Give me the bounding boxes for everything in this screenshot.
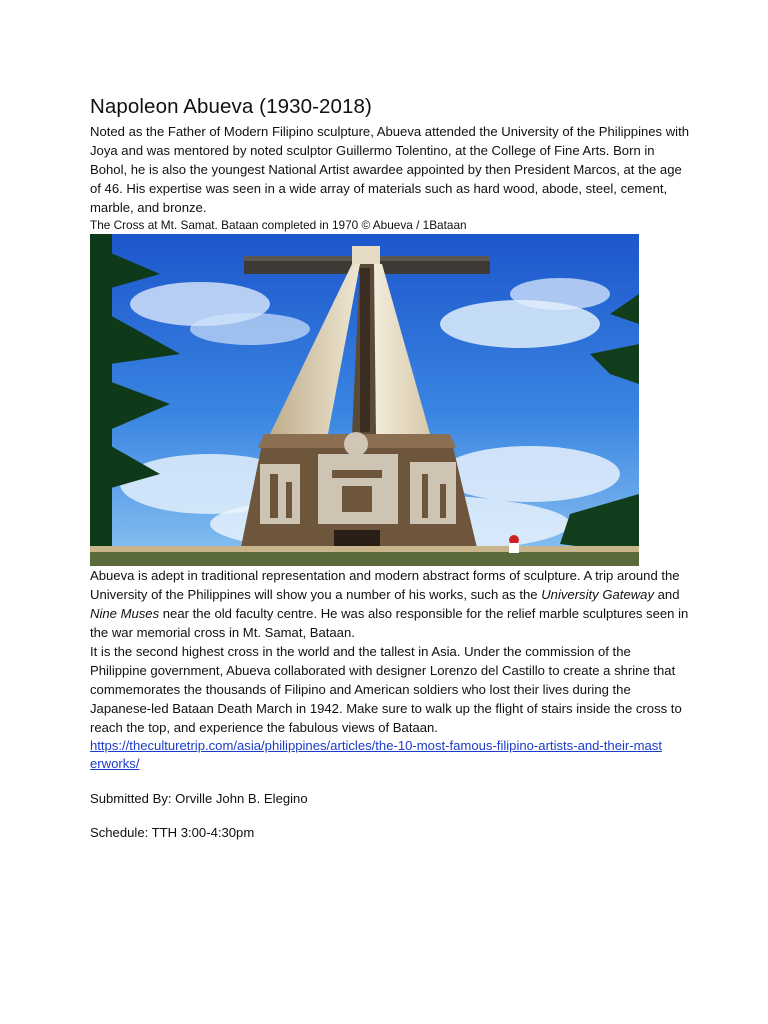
works-text-after: near the old faculty centre. He was also responsible for the relief marble sculptures seen in the war memorial cross in Mt. Samat, Bataan.	[90, 606, 689, 640]
work-nine-muses: Nine Muses	[90, 606, 160, 621]
photo-caption: The Cross at Mt. Samat. Bataan completed in 1970 © Abueva / 1Bataan	[90, 218, 467, 232]
cross-photo	[90, 234, 639, 566]
submitted-by: Submitted By: Orville John B. Elegino	[90, 791, 308, 806]
intro-paragraph: Noted as the Father of Modern Filipino sculpture, Abueva attended the University of the Philippines with Joya and was mentored by noted sculptor Guillermo Tolentino, at the College of Fine Arts. Born in Bohol, he is also the youngest National Artist awardee appointed by then President Marcos, at the age of 46. His expertise was seen in a wide array of materials such as hard wood, abode, steel, cement, marble, and bronze.	[90, 124, 690, 215]
document-page	[90, 92, 690, 842]
body-paragraph-cross: It is the second highest cross in the world and the tallest in Asia. Under the commission of the Philippine government, Abueva collaborated with designer Lorenzo del Castillo to create a shrine that commemorates the thousands of Filipino and American soldiers who lost their lives during the Japanese-led Bataan Death March in 1942. Make sure to walk up the flight of stairs inside the cross to reach the top, and experience the fabulous views of Bataan.	[90, 644, 682, 735]
works-text-and: and	[654, 587, 680, 602]
body-paragraph-works	[90, 566, 690, 642]
work-university-gateway: University Gateway	[541, 587, 655, 602]
source-link[interactable]: https://theculturetrip.com/asia/philippines/articles/the-10-most-famous-filipino-artists-and-their-masterworks/	[90, 738, 662, 771]
cross-photo-drawing	[90, 234, 639, 566]
works-text-before: Abueva is adept in traditional representation and modern abstract forms of sculpture. A trip around the University of the Philippines will show you a number of his works, such as the	[90, 568, 680, 602]
schedule: Schedule: TTH 3:00-4:30pm	[90, 825, 255, 840]
page-title: Napoleon Abueva (1930-2018)	[90, 95, 372, 118]
